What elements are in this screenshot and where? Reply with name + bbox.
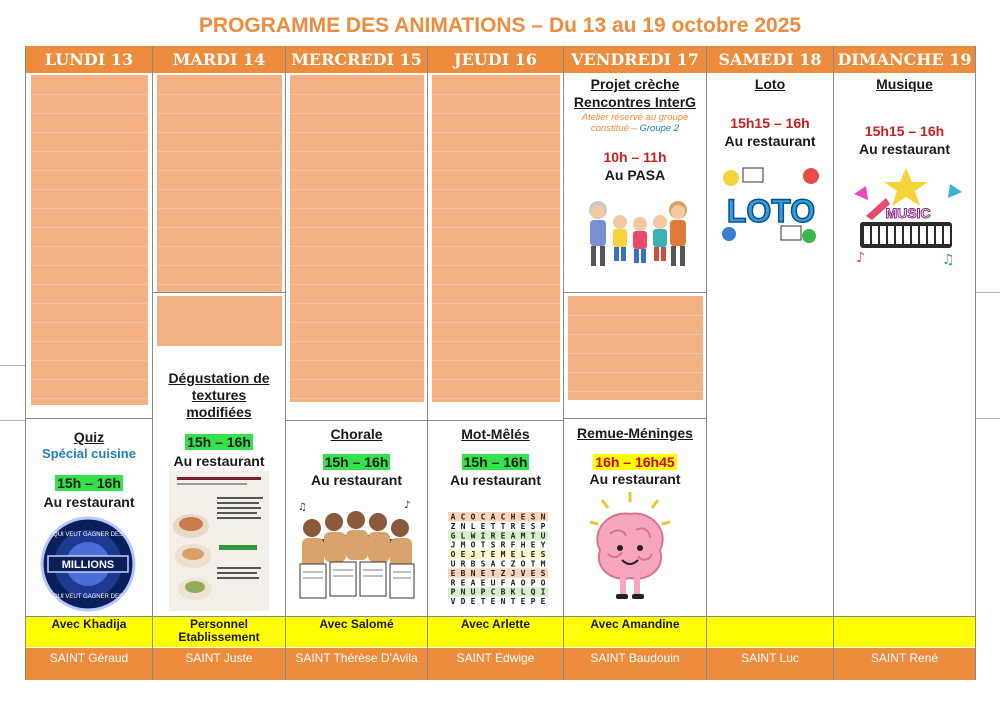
day-header: SAMEDI 18 xyxy=(707,46,833,74)
svg-text:MILLIONS: MILLIONS xyxy=(61,559,115,571)
event-place: Au restaurant xyxy=(173,453,265,469)
wordsearch-letter: I xyxy=(540,587,546,597)
svg-text:MUSIC: MUSIC xyxy=(885,205,931,221)
wordsearch-letter: S xyxy=(540,550,546,560)
event-title-line: Dégustation de xyxy=(168,370,270,386)
day-header: JEUDI 16 xyxy=(428,46,563,74)
wordsearch-letter: E xyxy=(530,540,536,550)
wordsearch-letter: T xyxy=(490,568,496,578)
row-line xyxy=(432,151,560,152)
row-line xyxy=(31,151,148,152)
row-line xyxy=(290,132,424,133)
day-column-friday xyxy=(564,46,707,680)
wordsearch-letter: C xyxy=(500,512,506,522)
event-time: 16h – 16h45 xyxy=(595,454,675,470)
event-title-line: textures xyxy=(191,387,247,403)
event-title: Chorale xyxy=(330,426,383,442)
row-line xyxy=(31,189,148,190)
page-title: PROGRAMME DES ANIMATIONS – Du 13 au 19 octobre 2025 xyxy=(198,14,802,37)
wordsearch-letter: T xyxy=(530,531,536,541)
wordsearch-letter: P xyxy=(480,587,486,597)
event-title: Quiz xyxy=(73,429,105,445)
wordsearch-letter: S xyxy=(490,540,496,550)
wordsearch-letter: K xyxy=(510,587,516,597)
host-cell: Personnel Etablissement xyxy=(153,616,285,647)
row-line xyxy=(290,360,424,361)
row-line xyxy=(31,341,148,342)
wordsearch-letter: E xyxy=(520,512,526,522)
wordsearch-letter: L xyxy=(470,521,476,531)
row-line xyxy=(157,170,282,171)
wordsearch-letter: E xyxy=(490,597,496,607)
row-line xyxy=(432,341,560,342)
row-line xyxy=(432,170,560,171)
svg-text:QUI VEUT GAGNER DES: QUI VEUT GAGNER DES xyxy=(53,532,123,538)
wordsearch-letter: A xyxy=(490,559,496,569)
event-time: 15h – 16h xyxy=(187,434,251,450)
wordsearch-letter: M xyxy=(460,540,466,550)
wordsearch-letter: O xyxy=(540,578,546,588)
wordsearch-letter: N xyxy=(540,512,546,522)
wordsearch-letter: L xyxy=(460,531,466,541)
svg-text:LOTO: LOTO xyxy=(726,193,816,229)
row-line xyxy=(157,227,282,228)
wordsearch-letter: U xyxy=(540,531,546,541)
wordsearch-letter: F xyxy=(500,578,506,588)
event-place: Au restaurant xyxy=(858,141,951,157)
event-place: Au restaurant xyxy=(589,471,681,487)
row-line xyxy=(432,208,560,209)
wordsearch-letter: E xyxy=(480,578,486,588)
wordsearch-letter: W xyxy=(470,531,476,541)
wordsearch-letter: T xyxy=(500,521,506,531)
wordsearch-letter: G xyxy=(450,531,456,541)
saint-cell: SAINT Edwige xyxy=(428,647,563,680)
wordsearch-letter: E xyxy=(520,521,526,531)
wordsearch-letter: I xyxy=(480,531,486,541)
day-header: MERCREDI 15 xyxy=(286,46,427,74)
wordsearch-letter: E xyxy=(530,568,536,578)
wordsearch-letter: A xyxy=(510,578,516,588)
day-column-tuesday xyxy=(153,46,286,680)
wordsearch-letter: R xyxy=(510,521,516,531)
wordsearch-letter: Q xyxy=(530,587,536,597)
row-line xyxy=(290,341,424,342)
empty-slot xyxy=(31,75,148,405)
wordsearch-letter: Z xyxy=(510,559,516,569)
divider xyxy=(26,418,152,419)
wordsearch-letter: R xyxy=(460,559,466,569)
row-line xyxy=(432,132,560,133)
event-place: Au restaurant xyxy=(43,494,135,510)
wordsearch-letter: P xyxy=(540,521,546,531)
saint-cell: SAINT Géraud xyxy=(26,647,152,680)
wordsearch-letter: T xyxy=(530,559,536,569)
wordsearch-letter: B xyxy=(460,568,466,578)
wordsearch-letter: S xyxy=(480,559,486,569)
row-line xyxy=(31,132,148,133)
row-line xyxy=(432,265,560,266)
row-line xyxy=(31,303,148,304)
wordsearch-letter: E xyxy=(530,550,536,560)
row-line xyxy=(290,94,424,95)
saint-cell: SAINT Luc xyxy=(707,647,833,680)
wordsearch-letter: A xyxy=(510,531,516,541)
row-line xyxy=(432,94,560,95)
wordsearch-letter: Z xyxy=(500,568,506,578)
row-line xyxy=(290,303,424,304)
saint-cell: SAINT Thérèse D'Avila xyxy=(286,647,427,680)
host-cell: Avec Arlette xyxy=(428,616,563,647)
row-line xyxy=(157,189,282,190)
wordsearch-letter: T xyxy=(510,597,516,607)
event-title: Loto xyxy=(754,76,786,92)
wordsearch-letter: E xyxy=(470,597,476,607)
intergenerational-image xyxy=(582,192,690,270)
wordsearch-letter: R xyxy=(500,540,506,550)
wordsearch-letter: U xyxy=(490,578,496,588)
day-column-sunday xyxy=(834,46,976,680)
wordsearch-letter: T xyxy=(480,597,486,607)
wordsearch-letter: L xyxy=(520,550,526,560)
wordsearch-letter: E xyxy=(500,531,506,541)
music-image xyxy=(846,164,966,272)
morning-place: Au PASA xyxy=(604,167,666,183)
row-line xyxy=(432,189,560,190)
divider xyxy=(428,420,563,421)
wordsearch-letter: R xyxy=(490,531,496,541)
svg-text:♪: ♪ xyxy=(856,250,865,266)
wordsearch-letter: L xyxy=(520,587,526,597)
wordsearch-letter: A xyxy=(450,512,456,522)
row-line xyxy=(290,398,424,399)
wordsearch-letter: V xyxy=(450,597,456,607)
svg-text:♫: ♫ xyxy=(942,252,955,268)
host-cell xyxy=(834,616,975,647)
wordsearch-letter: H xyxy=(520,540,526,550)
saint-cell: SAINT René xyxy=(834,647,975,680)
row-line xyxy=(31,170,148,171)
row-line xyxy=(568,334,703,335)
row-line xyxy=(31,398,148,399)
wordsearch-letter: J xyxy=(510,568,516,578)
row-line xyxy=(432,360,560,361)
divider xyxy=(976,418,1000,419)
wordsearch-letter: D xyxy=(460,597,466,607)
wordsearch-letter: J xyxy=(470,550,476,560)
row-line xyxy=(432,284,560,285)
empty-slot xyxy=(568,296,703,400)
event-place: Au restaurant xyxy=(724,133,816,149)
row-line xyxy=(157,132,282,133)
event-title: Remue-Méninges xyxy=(577,425,693,441)
wordsearch-letter: N xyxy=(460,521,466,531)
wordsearch-letter: A xyxy=(470,578,476,588)
wordsearch-letter: R xyxy=(450,578,456,588)
row-line xyxy=(157,246,282,247)
empty-slot xyxy=(157,296,282,346)
word-search-image xyxy=(448,512,548,608)
host-cell: Avec Amandine xyxy=(564,616,706,647)
day-header: DIMANCHE 19 xyxy=(834,46,975,74)
row-line xyxy=(432,303,560,304)
wordsearch-letter: O xyxy=(520,559,526,569)
wordsearch-letter: E xyxy=(450,568,456,578)
row-line xyxy=(290,189,424,190)
wordsearch-letter: U xyxy=(470,587,476,597)
wordsearch-letter: M xyxy=(520,531,526,541)
wordsearch-letter: P xyxy=(530,578,536,588)
row-line xyxy=(568,372,703,373)
wordsearch-letter: N xyxy=(470,568,476,578)
wordsearch-letter: E xyxy=(490,550,496,560)
day-header: MARDI 14 xyxy=(153,46,285,74)
row-line xyxy=(290,246,424,247)
wordsearch-letter: C xyxy=(460,512,466,522)
row-line xyxy=(31,208,148,209)
morning-event-title: Projet crèche xyxy=(590,76,680,92)
wordsearch-letter: Z xyxy=(450,521,456,531)
wordsearch-letter: E xyxy=(460,578,466,588)
wordsearch-letter: T xyxy=(480,550,486,560)
divider xyxy=(153,292,285,293)
wordsearch-letter: C xyxy=(500,559,506,569)
wordsearch-letter: A xyxy=(490,512,496,522)
saint-cell: SAINT Baudouin xyxy=(564,647,706,680)
wordsearch-letter: E xyxy=(480,568,486,578)
row-line xyxy=(31,227,148,228)
row-line xyxy=(157,151,282,152)
row-line xyxy=(31,322,148,323)
saint-cell: SAINT Juste xyxy=(153,647,285,680)
row-line xyxy=(290,151,424,152)
wordsearch-letter: J xyxy=(450,540,456,550)
row-line xyxy=(432,227,560,228)
divider xyxy=(286,420,427,421)
empty-slot xyxy=(290,75,424,402)
row-line xyxy=(31,265,148,266)
event-place: Au restaurant xyxy=(310,472,403,488)
wordsearch-letter: P xyxy=(530,597,536,607)
wordsearch-letter: E xyxy=(460,550,466,560)
choir-image xyxy=(294,498,420,608)
row-line xyxy=(31,360,148,361)
host-cell xyxy=(707,616,833,647)
divider xyxy=(976,292,1000,293)
svg-text:♪: ♪ xyxy=(404,500,411,511)
row-line xyxy=(568,353,703,354)
wordsearch-letter: O xyxy=(470,540,476,550)
row-line xyxy=(568,391,703,392)
row-line xyxy=(31,379,148,380)
wordsearch-letter: P xyxy=(450,587,456,597)
empty-slot xyxy=(432,75,560,402)
row-line xyxy=(568,315,703,316)
row-line xyxy=(432,113,560,114)
day-column-saturday xyxy=(707,46,834,680)
divider xyxy=(564,418,706,419)
svg-text:QUI VEUT GAGNER DES: QUI VEUT GAGNER DES xyxy=(53,594,123,600)
brain-image xyxy=(580,490,680,602)
wordsearch-letter: S xyxy=(530,521,536,531)
day-column-thursday xyxy=(428,46,564,680)
morning-event-title: Rencontres InterG xyxy=(573,94,697,110)
row-line xyxy=(290,113,424,114)
wordsearch-letter: S xyxy=(530,512,536,522)
row-line xyxy=(157,284,282,285)
wordsearch-letter: N xyxy=(460,587,466,597)
row-line xyxy=(432,246,560,247)
row-line xyxy=(31,284,148,285)
row-line xyxy=(432,398,560,399)
wordsearch-letter: E xyxy=(510,550,516,560)
wordsearch-letter: E xyxy=(540,597,546,607)
day-header: LUNDI 13 xyxy=(26,46,152,74)
divider xyxy=(564,292,706,293)
event-time: 15h – 16h xyxy=(324,454,389,470)
row-line xyxy=(432,379,560,380)
event-title-line: modifiées xyxy=(186,404,252,420)
loto-image xyxy=(719,164,823,248)
wordsearch-letter: Y xyxy=(540,540,546,550)
divider xyxy=(0,420,25,421)
empty-slot xyxy=(157,75,282,292)
wordsearch-letter: T xyxy=(480,540,486,550)
event-time: 15h15 – 16h xyxy=(864,123,945,139)
wordsearch-letter: F xyxy=(510,540,516,550)
row-line xyxy=(157,94,282,95)
row-line xyxy=(290,265,424,266)
schedule-table xyxy=(25,46,976,680)
wordsearch-letter: U xyxy=(450,559,456,569)
wordsearch-letter: O xyxy=(520,578,526,588)
row-line xyxy=(290,284,424,285)
day-header: VENDREDI 17 xyxy=(564,46,706,74)
wordsearch-letter: M xyxy=(540,559,546,569)
row-line xyxy=(290,208,424,209)
day-column-wednesday xyxy=(286,46,428,680)
row-line xyxy=(31,113,148,114)
divider xyxy=(0,365,25,366)
event-time: 15h15 – 16h xyxy=(730,115,810,131)
row-line xyxy=(290,379,424,380)
host-cell: Avec Salomé xyxy=(286,616,427,647)
event-title: Musique xyxy=(876,76,933,92)
wordsearch-letter: O xyxy=(470,512,476,522)
tasting-flyer-image xyxy=(169,471,269,611)
event-time: 15h – 16h xyxy=(57,475,121,491)
host-cell: Avec Khadija xyxy=(26,616,152,647)
morning-time: 10h – 11h xyxy=(603,149,667,165)
wordsearch-letter: O xyxy=(450,550,456,560)
wordsearch-letter: B xyxy=(500,587,506,597)
wordsearch-letter: C xyxy=(480,512,486,522)
event-subtitle: Spécial cuisine xyxy=(42,446,136,461)
morning-note: Atelier réservé au groupe constitué – Groupe 2 xyxy=(581,112,689,134)
row-line xyxy=(290,227,424,228)
wordsearch-letter: S xyxy=(540,568,546,578)
wordsearch-letter: E xyxy=(480,521,486,531)
day-column-monday xyxy=(25,46,153,680)
wordsearch-letter: N xyxy=(500,597,506,607)
wordsearch-letter: B xyxy=(470,559,476,569)
event-place: Au restaurant xyxy=(449,472,542,488)
row-line xyxy=(31,246,148,247)
row-line xyxy=(157,265,282,266)
event-time: 15h – 16h xyxy=(463,454,528,470)
row-line xyxy=(157,208,282,209)
row-line xyxy=(157,113,282,114)
event-title: Mot-Mêlés xyxy=(461,426,530,442)
wordsearch-letter: V xyxy=(520,568,526,578)
wordsearch-letter: H xyxy=(510,512,516,522)
wordsearch-letter: M xyxy=(500,550,506,560)
row-line xyxy=(31,94,148,95)
row-line xyxy=(290,170,424,171)
millionaire-logo-image xyxy=(40,516,136,612)
row-line xyxy=(432,322,560,323)
svg-text:♫: ♫ xyxy=(298,502,307,513)
wordsearch-letter: C xyxy=(490,587,496,597)
wordsearch-letter: T xyxy=(490,521,496,531)
wordsearch-letter: E xyxy=(520,597,526,607)
row-line xyxy=(290,322,424,323)
